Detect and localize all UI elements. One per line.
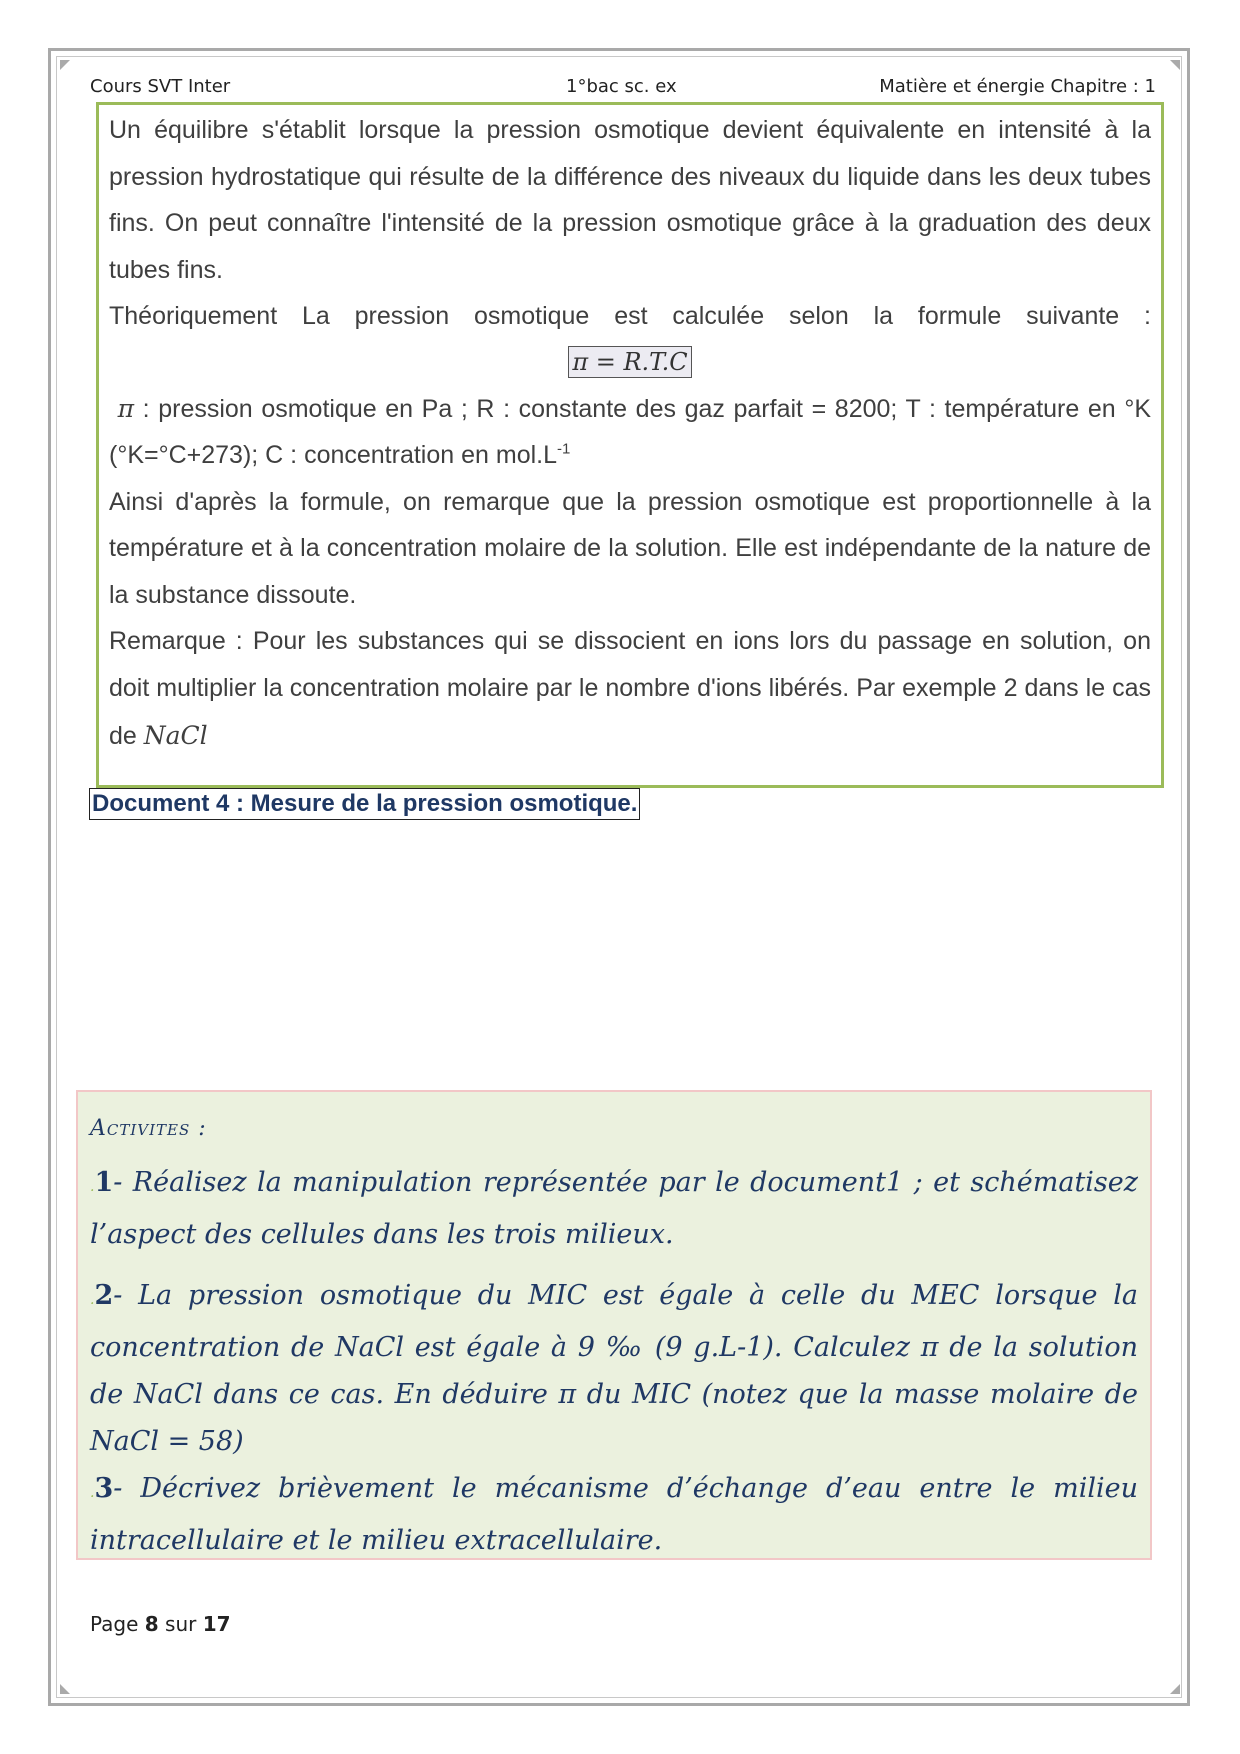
paragraph-conclusion: Ainsi d'après la formule, on remarque que la pression osmotique est proportionnelle à la température et à la concentration molaire de la solution. Elle est indépendante de la nature de la substance dissoute. [109, 487, 1151, 609]
corner-ornament-top-left [60, 60, 70, 70]
activity-item [90, 1465, 1138, 1564]
document-title: Document 4 : Mesure de la pression osmotique. [89, 788, 640, 820]
activity-number: 3 [94, 1473, 114, 1504]
legend-pi-symbol: π [117, 393, 135, 423]
footer-total-pages: 17 [202, 1612, 231, 1636]
activity-number: 1 [94, 1167, 114, 1198]
remark-formula: NaCl [143, 721, 208, 750]
footer-prefix: Page [90, 1612, 145, 1636]
activity-text: - Décrivez brièvement le mécanisme d’échange d’eau entre le milieu intracellulaire et le milieu extracellulaire. [90, 1473, 1138, 1556]
paragraph-equilibrium: Un équilibre s'établit lorsque la pression osmotique devient équivalente en intensité à la pression hydrostatique qui résulte de la différence des niveaux du liquide dans les deux tubes fins. On peut connaître l'intensité de la pression osmotique grâce à la graduation des deux tubes fins. [109, 116, 1151, 284]
corner-ornament-top-right [1170, 60, 1180, 70]
legend-superscript: -1 [557, 440, 571, 458]
header-course: Cours SVT Inter [90, 76, 231, 97]
bullet-dot-icon: . [90, 1292, 95, 1308]
paragraph-legend [109, 386, 1151, 479]
header-chapter: Matière et énergie Chapitre : 1 [879, 76, 1156, 97]
activities-title: Activites : [90, 1116, 207, 1141]
legend-text: : pression osmotique en Pa ; R : constante des gaz parfait = 8200; T : température en °K (°K=°C+273); C : concentration en mol.L [109, 394, 1151, 469]
activity-text: - Réalisez la manipulation représentée par le document1 ; et schématisez l’aspect des cellules dans les trois milieux. [90, 1167, 1138, 1250]
page-header [90, 76, 1156, 100]
osmotic-formula: π = R.T.C [568, 346, 691, 378]
corner-ornament-bottom-right [1170, 1684, 1180, 1694]
activity-item [90, 1159, 1138, 1258]
header-level: 1°bac sc. ex [566, 76, 677, 97]
footer-middle: sur [158, 1612, 203, 1636]
paragraph-remark [109, 618, 1151, 760]
bullet-dot-icon: . [90, 1179, 95, 1195]
footer-current-page: 8 [144, 1612, 159, 1636]
paragraph-theory: Théoriquement La pression osmotique est calculée selon la formule suivante : [109, 302, 1151, 330]
corner-ornament-bottom-left [60, 1684, 70, 1694]
formula-line [109, 340, 1151, 386]
remark-text: Remarque : Pour les substances qui se dissocient en ions lors du passage en solution, on doit multiplier la concentration molaire par le nombre d'ions libérés. Par exemple 2 dans le cas de [109, 627, 1151, 750]
page-footer [90, 1612, 231, 1636]
bullet-dot-icon: . [90, 1485, 95, 1501]
activity-text: - La pression osmotique du MIC est égale à celle du MEC lorsque la concentration de NaCl est égale à 9 ‰ (9 g.L-1). Calculez π de la solution de NaCl dans ce cas. En déduire π du MIC (notez que la masse molaire de NaCl = 58) [90, 1280, 1138, 1457]
osmotic-pressure-text-box [96, 102, 1164, 788]
activities-box [76, 1090, 1152, 1560]
activity-item [90, 1272, 1138, 1465]
activity-number: 2 [94, 1280, 114, 1311]
